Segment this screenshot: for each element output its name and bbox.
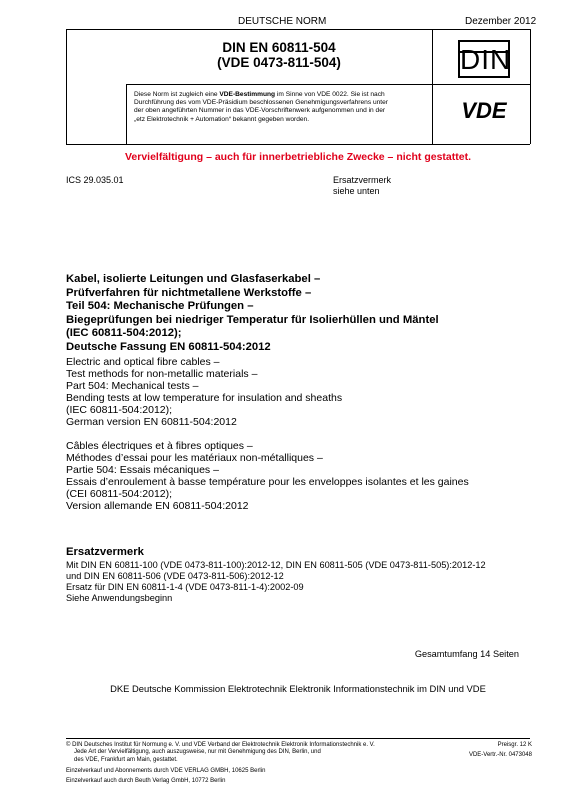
total-pages: Gesamtumfang 14 Seiten bbox=[414, 649, 519, 659]
title-fr-line: (CEI 60811-504:2012); bbox=[66, 488, 173, 500]
norm-type: DEUTSCHE NORM bbox=[238, 16, 327, 27]
title-german bbox=[66, 273, 439, 354]
header-rule bbox=[66, 29, 530, 30]
sales-beuth: Einzelverkauf auch durch Beuth Verlag GmbH, 10772 Berlin bbox=[66, 778, 226, 784]
dke-committee: DKE Deutsche Kommission Elektrotechnik Elektronik Informationstechnik im DIN und VDE bbox=[110, 683, 486, 694]
frame-middle-rule bbox=[126, 84, 530, 85]
title-de-line: Teil 504: Mechanische Prüfungen – bbox=[66, 300, 254, 312]
notice-line-4: „etz Elektrotechnik + Automation“ bekannt gegeben worden. bbox=[134, 115, 310, 123]
sales-vde: Einzelverkauf und Abonnements durch VDE VERLAG GMBH, 10625 Berlin bbox=[66, 768, 266, 774]
ersatz-line: Siehe Anwendungsbeginn bbox=[66, 593, 173, 603]
frame-bottom-rule bbox=[66, 144, 530, 145]
standard-number: DIN EN 60811-504 bbox=[222, 40, 336, 55]
title-en-line: Bending tests at low temperature for insulation and sheaths bbox=[66, 392, 343, 404]
copyright-line: © DIN Deutsches Institut für Normung e. V. und VDE Verband der Elektrotechnik Elektronik Informationstechnik e. V. bbox=[66, 742, 375, 748]
notice-line-3: der oben angeführten Nummer in das VDE-Vorschriftenwerk aufgenommen und in der bbox=[134, 107, 386, 115]
vde-order-number: VDE-Vertr.-Nr. 0473048 bbox=[468, 752, 532, 758]
notice-emphasis: VDE-Bestimmung bbox=[219, 91, 276, 98]
title-en-line: Part 504: Mechanical tests – bbox=[66, 380, 199, 392]
price-group: Preisgr. 12 K bbox=[497, 742, 532, 748]
ersatz-details bbox=[66, 560, 486, 604]
copyright-block bbox=[66, 742, 375, 764]
frame-notice-left bbox=[126, 84, 127, 144]
title-de-line: (IEC 60811-504:2012); bbox=[66, 327, 182, 339]
title-en-line: German version EN 60811-504:2012 bbox=[66, 416, 237, 428]
ersatz-line: Ersatz für DIN EN 60811-1-4 (VDE 0473-811-1-4):2002-09 bbox=[66, 582, 304, 592]
issue-date: Dezember 2012 bbox=[465, 16, 537, 27]
title-french bbox=[66, 440, 469, 512]
reproduction-warning: Vervielfältigung – auch für innerbetriebliche Zwecke – nicht gestattet. bbox=[124, 151, 471, 163]
frame-left bbox=[66, 29, 67, 144]
vde-classification: (VDE 0473-811-504) bbox=[217, 55, 341, 70]
title-de-line: Deutsche Fassung EN 60811-504:2012 bbox=[66, 340, 271, 353]
frame-logo-divider bbox=[432, 29, 433, 144]
title-fr-line: Essais d’enroulement à basse température pour les enveloppes isolantes et les gaines bbox=[66, 476, 469, 488]
ersatz-line: und DIN EN 60811-506 (VDE 0473-811-506):2012-12 bbox=[66, 571, 284, 581]
ersatz-heading: Ersatzvermerk bbox=[66, 546, 144, 558]
notice-line-2: Durchführung des vom VDE-Präsidium beschlossenen Genehmigungsverfahrens unter bbox=[134, 99, 388, 107]
title-fr-line: Méthodes d’essai pour les matériaux non-métalliques – bbox=[66, 452, 323, 464]
vde-logo: VDE bbox=[461, 98, 507, 123]
notice-text-2: im Sinne von VDE 0022. Sie ist nach bbox=[275, 91, 385, 98]
title-fr-line: Câbles électriques et à fibres optiques – bbox=[66, 440, 253, 452]
copyright-line: des VDE, Frankfurt am Main, gestattet. bbox=[74, 756, 178, 763]
title-de-line: Biegeprüfungen bei niedriger Temperatur für Isolierhüllen und Mäntel bbox=[66, 313, 439, 326]
footer-rule bbox=[66, 738, 530, 739]
ersatz-line: Mit DIN EN 60811-100 (VDE 0473-811-100):2012-12, DIN EN 60811-505 (VDE 0473-811-505):2012-12 bbox=[66, 560, 486, 570]
title-fr-line: Version allemande EN 60811-504:2012 bbox=[66, 500, 249, 512]
notice-text-1: Diese Norm ist zugleich eine bbox=[134, 91, 220, 98]
din-logo-text: DIN bbox=[460, 44, 512, 75]
ics-code: ICS 29.035.01 bbox=[66, 175, 124, 185]
title-en-line: (IEC 60811-504:2012); bbox=[66, 404, 173, 416]
din-logo bbox=[458, 40, 510, 78]
title-en-line: Test methods for non-metallic materials – bbox=[66, 368, 258, 380]
title-english bbox=[66, 356, 342, 428]
title-en-line: Electric and optical fibre cables – bbox=[66, 356, 220, 368]
vde-notice bbox=[134, 91, 388, 124]
title-de-line: Kabel, isolierte Leitungen und Glasfaserkabel – bbox=[66, 273, 321, 285]
copyright-line: Jede Art der Vervielfältigung, auch auszugsweise, nur mit Genehmigung des DIN, Berlin, und bbox=[74, 749, 321, 756]
title-de-line: Prüfverfahren für nichtmetallene Werkstoffe – bbox=[66, 286, 312, 299]
replacement-note-label: Ersatzvermerk bbox=[333, 175, 392, 185]
replacement-note-ref: siehe unten bbox=[333, 186, 380, 196]
frame-right bbox=[530, 29, 531, 144]
title-fr-line: Partie 504: Essais mécaniques – bbox=[66, 464, 219, 476]
